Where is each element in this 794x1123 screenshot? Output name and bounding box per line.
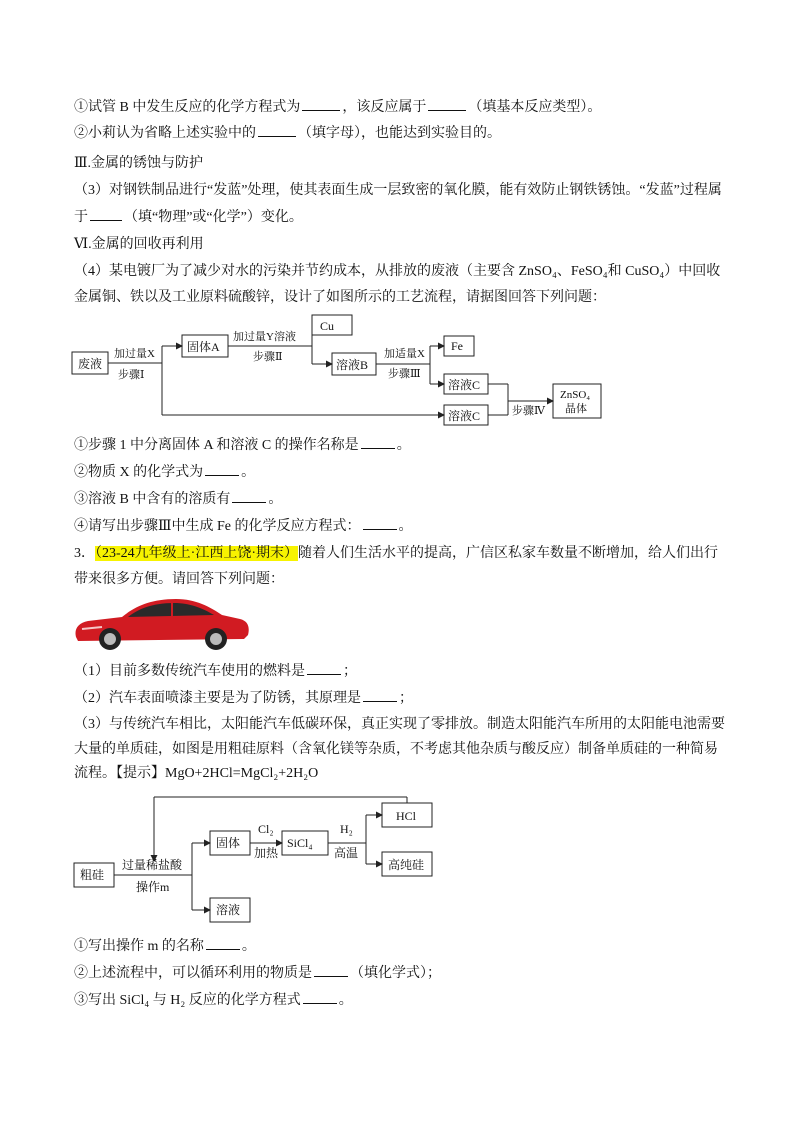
problem3-q3-line1: （3）与传统汽车相比，太阳能汽车低碳环保，真正实现了零排放。制造太阳能汽车所用的太阳能电池需要 xyxy=(74,717,725,732)
solid-label: 固体 xyxy=(216,836,241,850)
section3-title: Ⅲ.金属的锈蚀与防护 xyxy=(74,156,204,171)
q2-item2: ②小莉认为省略上述实验中的 （填字母），也能达到实验目的。 xyxy=(74,126,501,141)
problem3-q3-line2: 大量的单质硅，如图是用粗硅原料（含氧化镁等杂质，不考虑其他杂质与酸反应）制备单质硅的一种简易 xyxy=(74,742,718,757)
crystal-label: 晶体 xyxy=(565,403,587,415)
solution-c1-label: 溶液C xyxy=(448,378,481,392)
h2-label: H₂ xyxy=(340,822,353,836)
q2-item1: ①试管 B 中发生反应的化学方程式为 ，该反应属于 （填基本反应类型）。 xyxy=(74,100,602,115)
section4-title: Ⅵ.金属的回收再利用 xyxy=(74,237,204,252)
heat-label: 加热 xyxy=(254,846,279,860)
q4-sub2: ②物质 X 的化学式为 。 xyxy=(74,465,256,480)
q4-sub3: ③溶液 B 中含有的溶质有 。 xyxy=(74,492,283,507)
silicon-purification-flowchart xyxy=(70,795,450,930)
problem3-q3-line3: 流程。【提示】MgO+2HCl=MgCl₂+2H₂O xyxy=(74,766,319,781)
add-x-label: 加过量X xyxy=(114,348,155,360)
pure-si-label: 高纯硅 xyxy=(388,858,425,872)
waste-label: 废液 xyxy=(78,357,103,371)
q4-sub1: ①步骤 1 中分离固体 A 和溶液 C 的操作名称是 。 xyxy=(74,438,411,453)
q3-line2: 于 （填“物理”或“化学”）变化。 xyxy=(74,210,303,225)
q4-sub4: ④请写出步骤Ⅲ中生成 Fe 的化学反应方程式： 。 xyxy=(74,519,413,534)
red-car-icon xyxy=(72,593,252,653)
sicl4-label: SiCl₄ xyxy=(287,836,313,850)
solid-a-label: 固体A xyxy=(187,340,220,354)
problem3-line2: 带来很多方便。请回答下列问题： xyxy=(74,572,284,587)
problem3-sub1: ①写出操作 m 的名称 。 xyxy=(74,939,256,954)
step1-label: 步骤Ⅰ xyxy=(118,369,145,381)
source-tag: （23-24九年级上·江西上饶·期末） xyxy=(95,546,298,561)
problem3-q1: （1）目前多数传统汽车使用的燃料是 ； xyxy=(74,664,357,679)
crude-si-label: 粗硅 xyxy=(80,868,105,882)
acid-label: 过量稀盐酸 xyxy=(122,858,183,872)
metal-recovery-flowchart xyxy=(70,310,610,430)
q4-line2: 金属铜、铁以及工业原料硫酸锌，设计了如图所示的工艺流程，请据图回答下列问题： xyxy=(74,290,606,305)
q4-line1: （4）某电镀厂为了减少对水的污染并节约成本，从排放的废液（主要含 ZnSO₄、FeSO₄和 CuSO₄）中回收 xyxy=(74,264,721,279)
step4-label: 步骤Ⅳ xyxy=(512,405,545,417)
step3-label: 步骤Ⅲ xyxy=(388,368,421,380)
high-temp-label: 高温 xyxy=(334,846,359,860)
cu-label: Cu xyxy=(320,319,335,333)
cl2-label: Cl₂ xyxy=(258,822,274,836)
op-m-label: 操作m xyxy=(136,880,170,894)
solution-label: 溶液 xyxy=(216,903,241,917)
fe-label: Fe xyxy=(451,339,463,353)
hcl-label: HCl xyxy=(396,809,417,823)
step2-label: 步骤Ⅱ xyxy=(253,351,283,363)
problem3-line1: 3．（23-24九年级上·江西上饶·期末）随着人们生活水平的提高，广信区私家车数量不断增加，给人们出行 xyxy=(74,546,718,561)
problem3-q2: （2）汽车表面喷漆主要是为了防锈，其原理是 ； xyxy=(74,691,413,706)
add-y-label: 加过量Y溶液 xyxy=(233,331,296,343)
q3-line1: （3）对钢铁制品进行“发蓝”处理，使其表面生成一层致密的氧化膜，能有效防止钢铁锈蚀。“发蓝”过程属 xyxy=(74,183,722,198)
solution-c2-label: 溶液C xyxy=(448,409,481,423)
problem3-sub3: ③写出 SiCl₄ 与 H₂ 反应的化学方程式 。 xyxy=(74,993,353,1008)
solution-b-label: 溶液B xyxy=(336,358,369,372)
problem3-sub2: ②上述流程中，可以循环利用的物质是 （填化学式）； xyxy=(74,966,441,981)
add-x2-label: 加适量X xyxy=(384,348,425,360)
znso4-label: ZnSO₄ xyxy=(560,389,591,401)
